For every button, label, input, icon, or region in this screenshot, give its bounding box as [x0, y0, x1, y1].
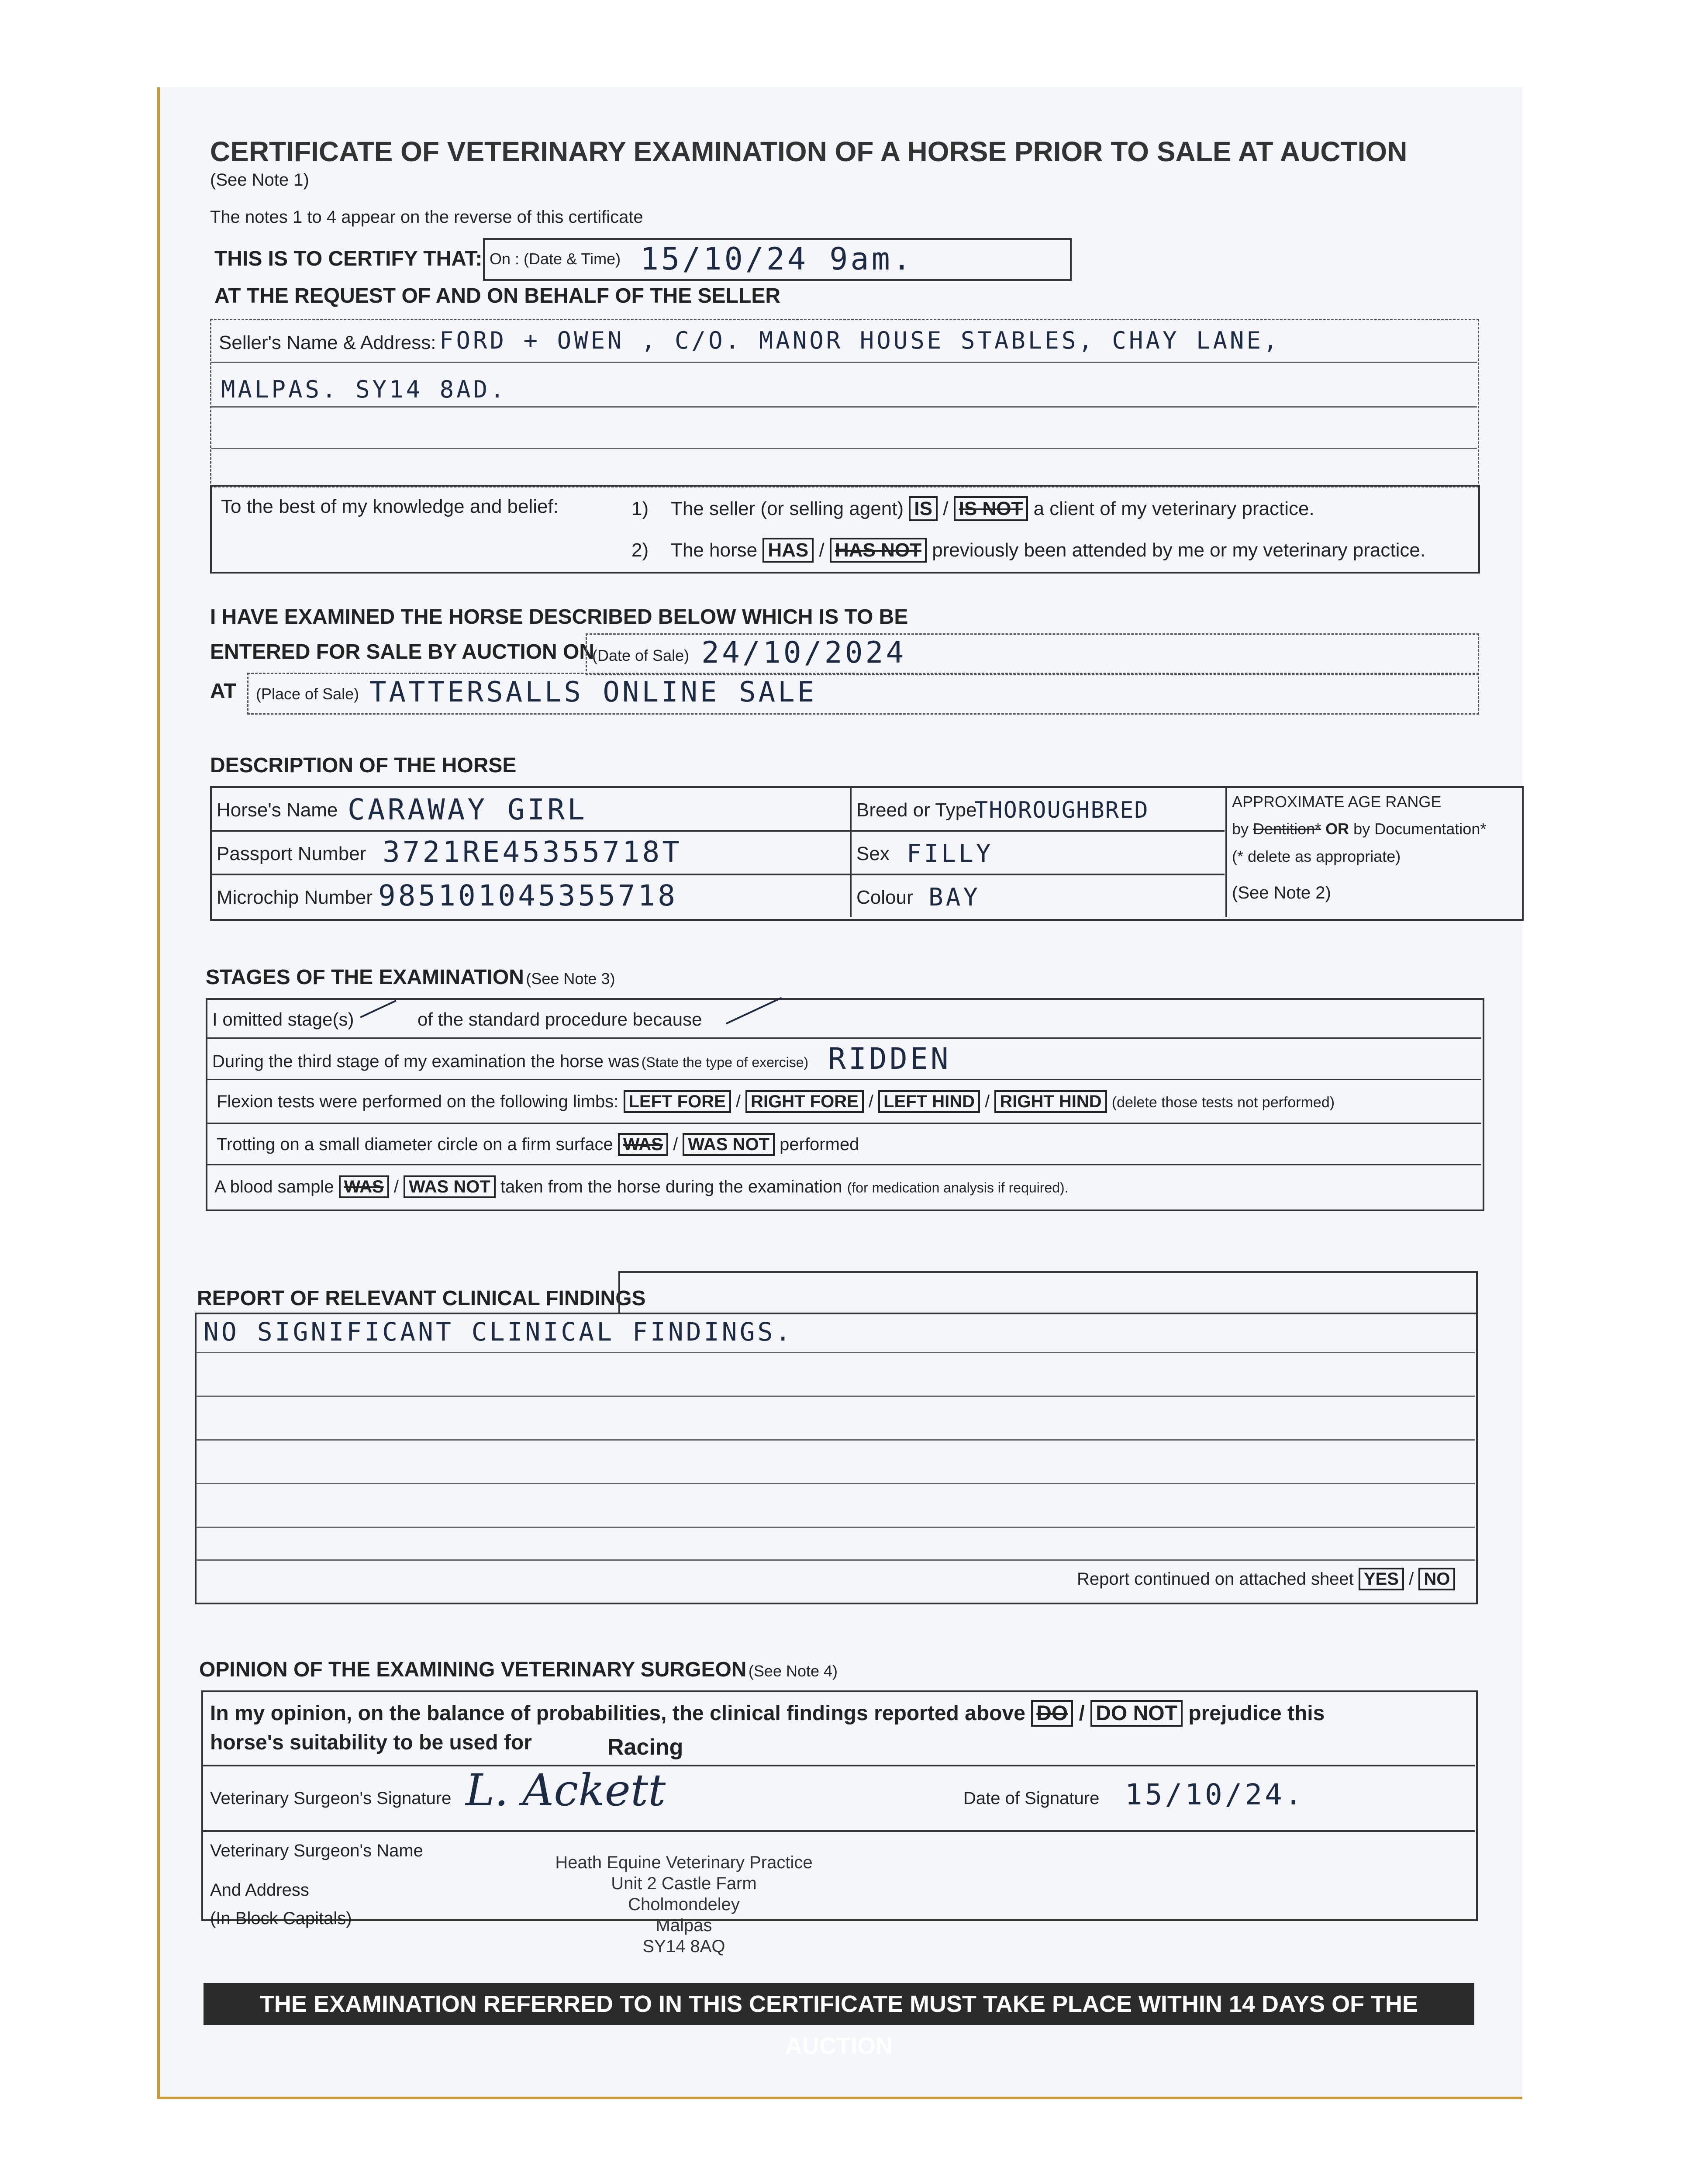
breed-value[interactable]: THOROUGHBRED [974, 797, 1149, 823]
on-date-label: On : (Date & Time) [490, 250, 621, 268]
report-heading: REPORT OF RELEVANT CLINICAL FINDINGS [197, 1287, 646, 1310]
stages-heading: STAGES OF THE EXAMINATION (See Note 3) [206, 966, 615, 989]
knowledge-item-1: The seller (or selling agent) IS / IS NOT a client of my veterinary practice. [671, 498, 1314, 520]
age-range-options: by Dentition* OR by Documentation* [1232, 820, 1487, 838]
seller-line-2[interactable]: MALPAS. SY14 8AD. [221, 376, 507, 403]
microchip-value[interactable]: 985101045355718 [378, 879, 678, 912]
description-heading: DESCRIPTION OF THE HORSE [210, 754, 517, 777]
date-of-sale-value[interactable]: 24/10/2024 [701, 636, 907, 670]
has-not-option[interactable]: HAS NOT [830, 538, 927, 563]
sale-heading-2: ENTERED FOR SALE BY AUCTION ON [210, 640, 595, 663]
blood-was-not-option[interactable]: WAS NOT [404, 1175, 496, 1198]
report-continued-row: Report continued on attached sheet YES / NO [1077, 1569, 1455, 1589]
sex-value[interactable]: FILLY [907, 840, 994, 868]
knowledge-label: To the best of my knowledge and belief: [221, 496, 559, 517]
knowledge-item-2: The horse HAS / HAS NOT previously been attended by me or my veterinary practice. [671, 539, 1425, 561]
blood-was-option[interactable]: WAS [339, 1175, 389, 1198]
age-range-title: APPROXIMATE AGE RANGE [1232, 793, 1442, 811]
on-date-value[interactable]: 15/10/24 9am. [640, 241, 914, 277]
opinion-do-not-option[interactable]: DO NOT [1090, 1700, 1183, 1727]
colour-value[interactable]: BAY [928, 883, 981, 912]
seller-line-1[interactable]: FORD + OWEN , C/O. MANOR HOUSE STABLES, CHAY LANE, [439, 327, 1280, 354]
trotting-row: Trotting on a small diameter circle on a firm surface WAS / WAS NOT performed [217, 1135, 859, 1154]
vet-signature[interactable]: L. Ackett [466, 1765, 666, 1816]
request-label: AT THE REQUEST OF AND ON BEHALF OF THE SELLER [214, 284, 780, 308]
passport-value[interactable]: 3721RE45355718T [383, 835, 683, 869]
suitability-use-value[interactable]: Racing [607, 1735, 683, 1760]
right-fore-option[interactable]: RIGHT FORE [745, 1090, 864, 1113]
certificate-sheet: CERTIFICATE OF VETERINARY EXAMINATION OF A HORSE PRIOR TO SALE AT AUCTION (See Note 1) The notes 1 to 4 appear on the reverse of this certificate THIS IS TO CERTIFY THAT: On : (Date & Time) 15/10/24 9am. AT THE REQUEST OF AND ON BEHALF OF THE SELLER Seller's Name & Address: FORD + OWEN , C/O. MANOR HOUSE STABLES, CHAY LANE, MALPAS. SY14 8AD. To the best of my knowledge and belief: 1) The seller (or selling agent) IS / IS NOT a client of my veterinary practice. 2) The horse HAS / HAS NOT previously been attended by me or my veterinary practice. I HAVE EXAMINED THE HORSE DESCRIBED BELOW WHICH IS TO BE ENTERED FOR SALE BY AUCTION ON (Date of Sale) 24/10/2024 AT (Place of Sale) TATTERSALLS ONLINE SALE DESCRIPTION OF THE HORSE Horse's Name CARAWAY GIRL Passport Number 3721RE45355718T Microchip Number 985101045355718 Breed or Type THOROUGHBRED Sex FILLY Colour BAY APPROXIMATE AGE RANGE by Dentition* OR by Documentation* (* delete as appropriate) (See Note 2) STAGES OF THE EXAMINATION (See Note 3) I omitted stage(s) of the standard procedure because During the third stage of my examination the horse was (State the type of exercise) RIDDEN Flexion tests were performed on the following limbs: LEFT FORE / RIGHT FORE / LEFT HIND / RIGHT HIND (delete those tests not performed) Trotting on a small diameter circle on a firm surface WAS / WAS NOT performed A blood sample WAS / WAS NOT taken from the horse during the examination (for medication analysis if required). REPORT OF RELEVANT CLINICAL FINDINGS NO SIGNIFICANT CLINICAL FINDINGS. Report continued on attached sheet YES / NO OPINION OF THE EXAMINING VETERINARY SURGEON (See Note 4) In my opinion, on the balance of probabilities, the clinical findings reported above DO / DO NOT prejudice this horse's suitability to be used for Racing Veterinary Surgeon's Signature L. Ackett Date of Signature 15/10/24. Veterinary Surgeon's Name And Address (In Block Capitals) Heath Equine Veterinary Practice Unit 2 Castle Farm Cholmondeley Malpas SY14 8AQ THE EXAMINATION REFERRED TO IN THIS CERTIFICATE MUST TAKE PLACE WITHIN 14 DAYS OF THE AUCTION [157, 87, 1522, 2099]
is-not-option[interactable]: IS NOT [954, 496, 1028, 521]
signature-date-value[interactable]: 15/10/24. [1125, 1778, 1305, 1811]
continued-no-option[interactable]: NO [1418, 1568, 1455, 1590]
opinion-text: In my opinion, on the balance of probabilities, the clinical findings reported above DO / DO NOT prejudice this [210, 1701, 1325, 1725]
place-of-sale-value[interactable]: TATTERSALLS ONLINE SALE [369, 676, 817, 708]
clinical-finding-value[interactable]: NO SIGNIFICANT CLINICAL FINDINGS. [204, 1317, 793, 1347]
notes-line: The notes 1 to 4 appear on the reverse of this certificate [210, 207, 643, 227]
flexion-row: Flexion tests were performed on the following limbs: LEFT FORE / RIGHT FORE / LEFT HIND / RIGHT HIND (delete those tests not performed) [217, 1092, 1335, 1112]
opinion-heading: OPINION OF THE EXAMINING VETERINARY SURGEON (See Note 4) [199, 1658, 838, 1681]
blood-sample-row: A blood sample WAS / WAS NOT taken from the horse during the examination (for medication analysis if required). [214, 1177, 1069, 1197]
third-stage-row: During the third stage of my examination the horse was (State the type of exercise) [212, 1052, 809, 1071]
trotting-was-option[interactable]: WAS [618, 1133, 668, 1156]
left-hind-option[interactable]: LEFT HIND [878, 1090, 980, 1113]
certificate-title: CERTIFICATE OF VETERINARY EXAMINATION OF A HORSE PRIOR TO SALE AT AUCTION [210, 136, 1408, 167]
sale-heading-1: I HAVE EXAMINED THE HORSE DESCRIBED BELOW WHICH IS TO BE [210, 605, 908, 629]
certify-label: THIS IS TO CERTIFY THAT: [214, 247, 483, 270]
opinion-do-option[interactable]: DO [1031, 1700, 1073, 1727]
has-option[interactable]: HAS [762, 538, 814, 563]
left-fore-option[interactable]: LEFT FORE [624, 1090, 731, 1113]
footer-banner: THE EXAMINATION REFERRED TO IN THIS CERTIFICATE MUST TAKE PLACE WITHIN 14 DAYS OF THE AUCTION [204, 1983, 1474, 2025]
see-note-1: (See Note 1) [210, 170, 309, 190]
is-option[interactable]: IS [909, 496, 938, 521]
practice-stamp: Heath Equine Veterinary Practice Unit 2 Castle Farm Cholmondeley Malpas SY14 8AQ [555, 1853, 813, 1956]
right-hind-option[interactable]: RIGHT HIND [994, 1090, 1107, 1113]
seller-label: Seller's Name & Address: [219, 332, 436, 353]
horse-name-value[interactable]: CARAWAY GIRL [348, 793, 587, 826]
continued-yes-option[interactable]: YES [1359, 1568, 1404, 1590]
trotting-was-not-option[interactable]: WAS NOT [683, 1133, 775, 1156]
third-stage-value[interactable]: RIDDEN [828, 1042, 951, 1076]
